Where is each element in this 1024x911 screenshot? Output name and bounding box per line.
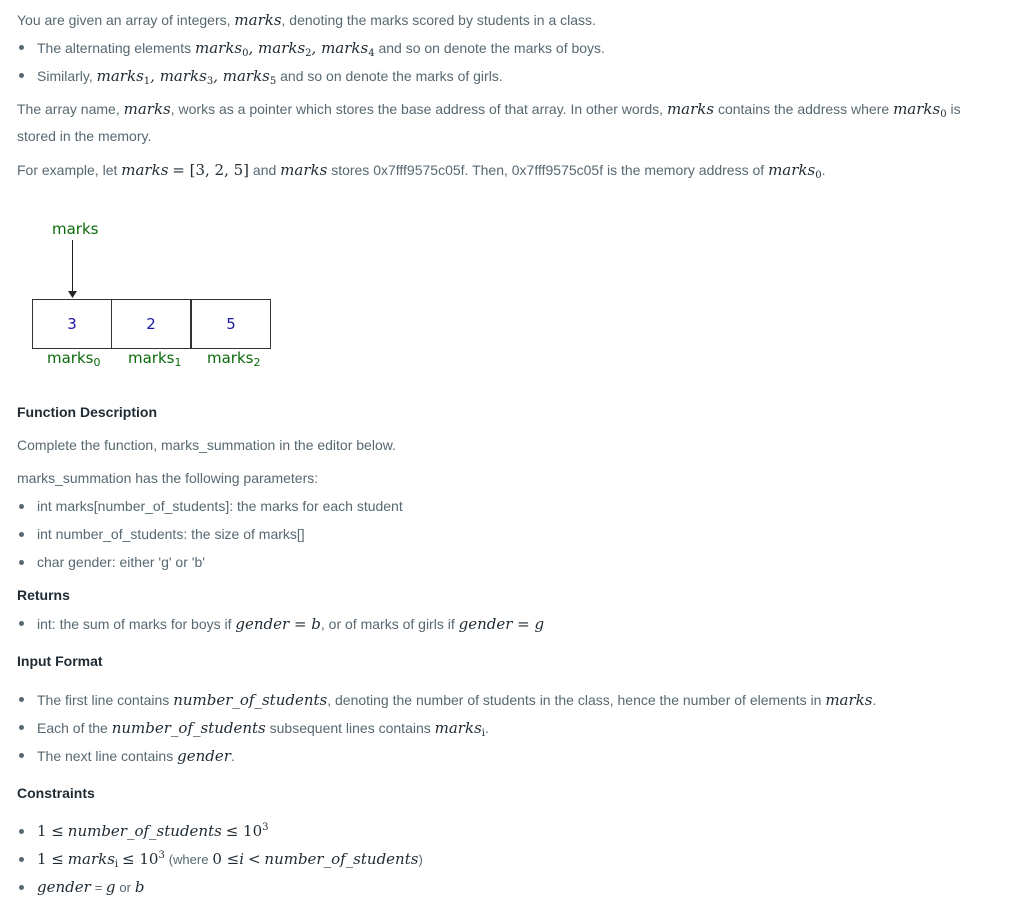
bullet-dot — [19, 504, 24, 509]
parameters-intro: marks_summation has the following parameters: — [17, 470, 319, 486]
math-gender-g: gender = g — [458, 615, 545, 633]
param-number-of-students: int number_of_students: the size of marks[] — [37, 526, 305, 542]
bullet-dot — [19, 621, 24, 626]
math-number-of-students: number_of_students — [111, 719, 266, 737]
math-text: < — [247, 850, 261, 868]
math-marks: marks — [123, 100, 171, 118]
param-marks: int marks[number_of_students]: the marks for each student — [37, 498, 403, 514]
bullet-dot — [19, 45, 24, 50]
input-line-3: The next line contains gender. — [37, 747, 235, 765]
bullet-dot — [19, 885, 24, 890]
math-marks-i: marks$_i$ — [434, 719, 485, 739]
math-marks-i: marks$_i$ — [67, 850, 119, 870]
math-marks: marks — [121, 161, 169, 179]
returns-heading: Returns — [17, 587, 70, 603]
bullet-dot — [19, 857, 24, 862]
bullet-dot — [19, 697, 24, 702]
text: The first line contains — [37, 692, 170, 708]
text: , denoting the marks scored by students in a class. — [281, 12, 596, 28]
math-marks: marks — [280, 161, 328, 179]
math-number-of-students: number_of_students — [67, 822, 222, 840]
bullet-dot — [19, 829, 24, 834]
cell-label-1: marks$_1$ — [128, 349, 182, 369]
text: , works as a pointer which stores the base address of that array. In other words, — [170, 101, 664, 117]
math-gender: gender — [37, 878, 91, 896]
math-boys-indices: marks$_0$, marks$_2$, marks$_4$ — [194, 39, 375, 59]
pointer-arrow-icon — [60, 240, 86, 300]
intro-paragraph-1 — [17, 11, 596, 29]
math-text: 0 ≤ — [212, 850, 240, 868]
text: contains the address where — [717, 101, 890, 117]
pointer-label: marks — [52, 220, 99, 238]
text: Similarly, — [37, 68, 93, 84]
math-array-value: = [3, 2, 5] — [172, 161, 250, 179]
bullet-girls — [37, 67, 503, 87]
math-girls-indices: marks$_1$, marks$_3$, marks$_5$ — [96, 67, 277, 87]
math-marks: marks — [234, 11, 282, 29]
math-text: 1 ≤ — [37, 850, 64, 868]
math-g: g — [105, 878, 116, 896]
math-upper-bound: ≤ $10^3$ — [225, 822, 269, 840]
text: or — [119, 880, 131, 895]
text: subsequent lines contains — [269, 720, 431, 736]
function-description-text: Complete the function, marks_summation in the editor below. — [17, 437, 396, 453]
bullet-dot — [19, 753, 24, 758]
text: For example, let — [17, 162, 118, 178]
math-marks0: marks$_0$ — [893, 100, 947, 120]
math-text: 1 ≤ — [37, 822, 64, 840]
math-gender-b: gender = b — [235, 615, 321, 633]
math-number-of-students: number_of_students — [264, 850, 419, 868]
intro-paragraph-2-cont: stored in the memory. — [17, 128, 152, 144]
bullet-dot — [19, 725, 24, 730]
param-gender: char gender: either 'g' or 'b' — [37, 554, 205, 570]
cell-label-0: marks$_0$ — [47, 349, 101, 369]
text: The next line contains — [37, 748, 174, 764]
bullet-dot — [19, 560, 24, 565]
returns-text — [37, 615, 544, 633]
input-format-heading: Input Format — [17, 653, 103, 669]
math-gender: gender — [177, 747, 231, 765]
intro-paragraph-2 — [17, 100, 961, 120]
text: The array name, — [17, 101, 120, 117]
text: stores 0x7fff9575c05f. Then, 0x7fff9575c05f is the memory address of — [331, 162, 765, 178]
math-upper-bound: ≤ $10^3$ — [122, 850, 165, 868]
bullet-dot — [19, 532, 24, 537]
input-line-2: Each of the number_of_students subsequent lines contains marks$_i$. — [37, 719, 489, 739]
text: (where — [168, 852, 209, 867]
text: is — [950, 101, 961, 117]
math-marks0: marks$_0$ — [768, 161, 822, 181]
intro-paragraph-3: For example, let marks = [3, 2, 5] and marks stores 0x7fff9575c05f. Then, 0x7fff9575c05f is the memory address of marks$_0$. — [17, 161, 826, 181]
text: and so on denote the marks of boys. — [378, 40, 605, 56]
text: , denoting the number of students in the class, hence the number of elements in — [327, 692, 822, 708]
text: int: the sum of marks for boys if — [37, 616, 232, 632]
constraint-marks: 1 ≤ marks$_i$ ≤ $10^3$ (where 0 ≤i < number_of_students) — [37, 850, 423, 870]
text: Each of the — [37, 720, 108, 736]
array-cell-2: 5 — [191, 299, 271, 349]
text: and so on denote the marks of girls. — [280, 68, 503, 84]
bullet-boys — [37, 39, 605, 59]
math-number-of-students: number_of_students — [173, 691, 328, 709]
array-cell-1: 2 — [111, 299, 191, 349]
constraints-heading: Constraints — [17, 785, 95, 801]
text: ) — [418, 852, 423, 867]
cell-label-2: marks$_2$ — [207, 349, 261, 369]
input-line-1: The first line contains number_of_students, denoting the number of students in the class, hence the number of elements in marks. — [37, 691, 877, 709]
math-marks: marks — [825, 691, 873, 709]
array-cell-0: 3 — [32, 299, 112, 349]
text: = — [94, 880, 106, 895]
constraint-gender — [37, 878, 144, 896]
text: You are given an array of integers, — [17, 12, 231, 28]
bullet-dot — [19, 73, 24, 78]
constraint-students — [37, 822, 269, 840]
text: The alternating elements — [37, 40, 192, 56]
text: , or of marks of girls if — [320, 616, 455, 632]
math-b: b — [134, 878, 145, 896]
math-marks: marks — [666, 100, 715, 118]
text: and — [252, 162, 277, 178]
function-description-heading: Function Description — [17, 404, 157, 420]
